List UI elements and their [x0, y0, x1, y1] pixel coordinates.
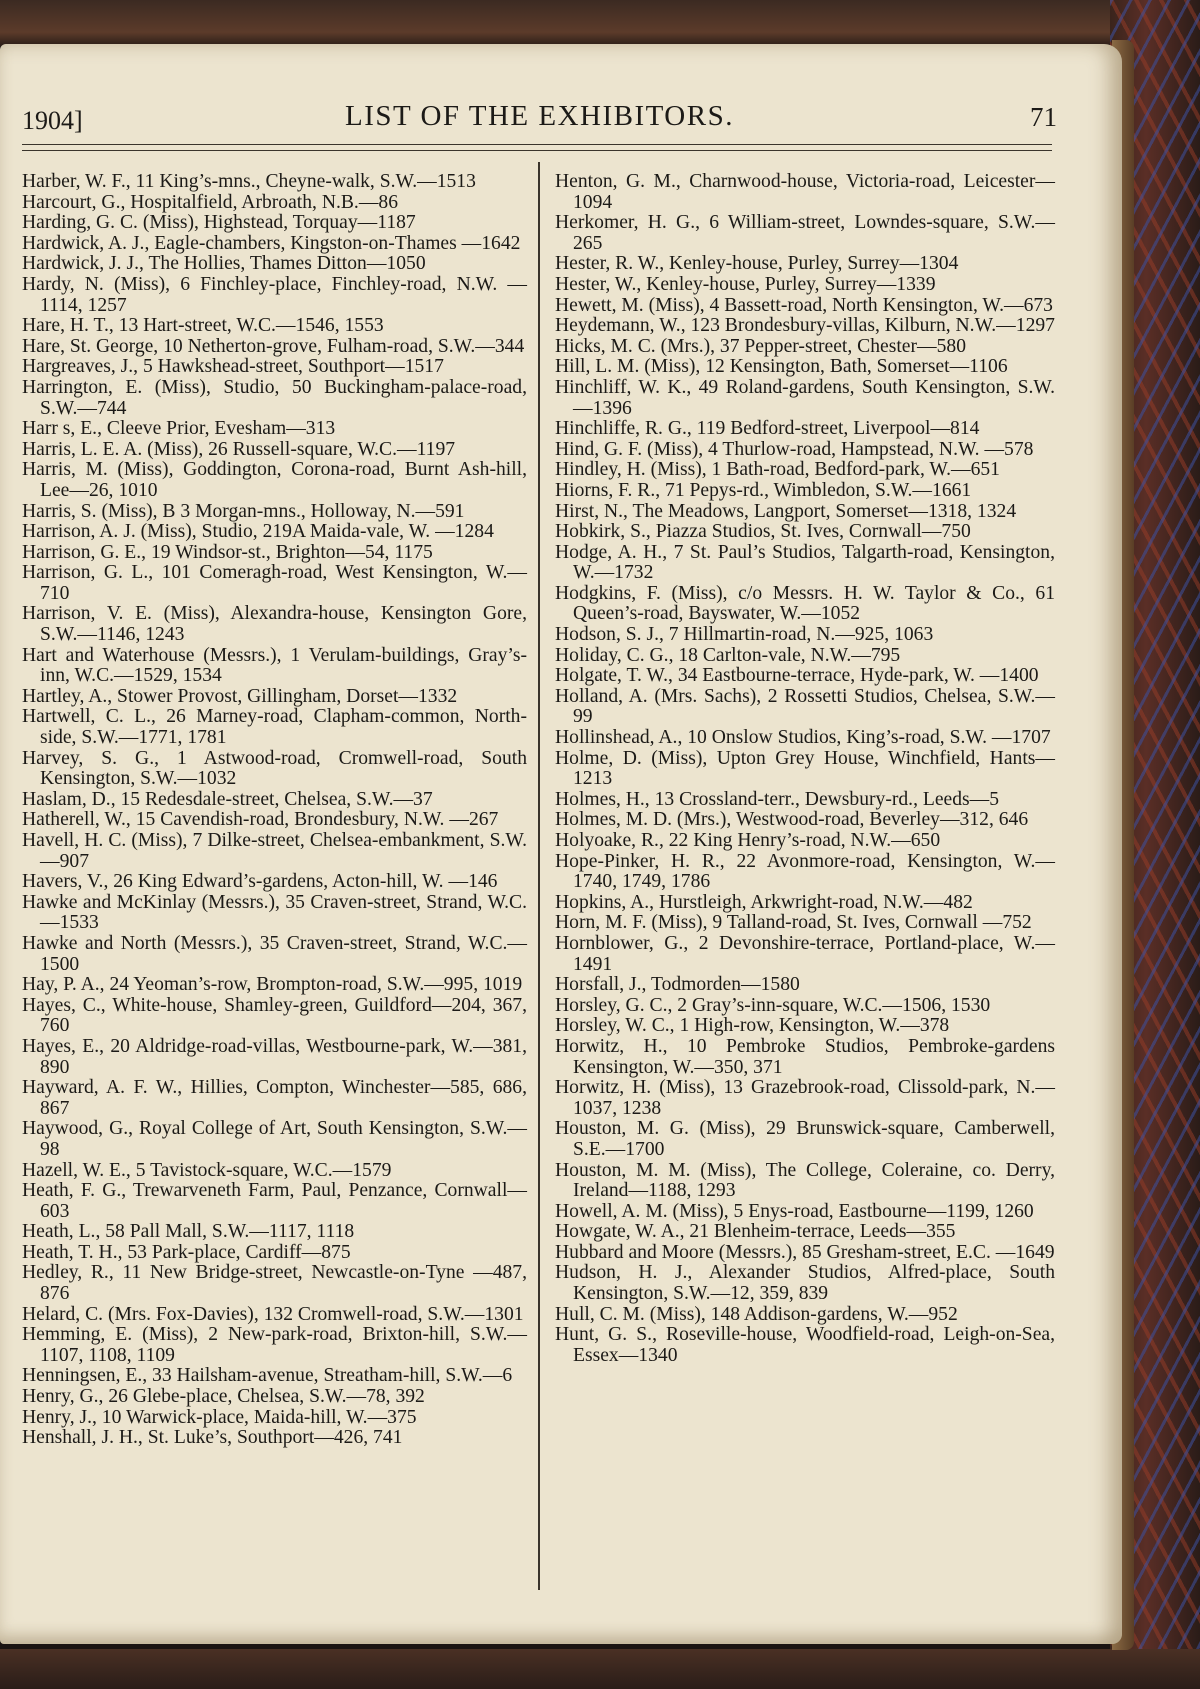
exhibitor-entry: Hull, C. M. (Miss), 148 Addison-gardens, W.—952 — [555, 1303, 958, 1325]
exhibitor-entry: Hornblower, G., 2 Devonshire-terrace, Portland-place, W.—1491 — [555, 932, 1055, 975]
exhibitor-entry: Hester, W., Kenley-house, Purley, Surrey—1339 — [555, 273, 936, 295]
exhibitor-entry: Hunt, G. S., Roseville-house, Woodfield-road, Leigh-on-Sea, Essex—1340 — [555, 1324, 1055, 1366]
right-column — [555, 172, 1055, 1366]
exhibitor-entry: Hewett, M. (Miss), 4 Bassett-road, North Kensington, W.—673 — [555, 294, 1053, 316]
exhibitor-entry: Hopkins, A., Hurstleigh, Arkwright-road, N.W.—482 — [555, 891, 973, 913]
header-rule — [22, 144, 1052, 151]
left-column — [22, 172, 527, 1449]
exhibitor-entry: Hudson, H. J., Alexander Studios, Alfred-place, South Kensington, S.W.—12, 359, 839 — [555, 1262, 1055, 1305]
exhibitor-entry: Hardy, N. (Miss), 6 Finchley-place, Finchley-road, N.W. —1114, 1257 — [22, 273, 527, 316]
exhibitor-entry: Hodge, A. H., 7 St. Paul’s Studios, Talgarth-road, Kensington, W.—1732 — [555, 541, 1055, 584]
exhibitor-entry: Harrington, E. (Miss), Studio, 50 Buckingham-palace-road, S.W.—744 — [22, 376, 527, 419]
exhibitor-entry: Hinchliffe, R. G., 119 Bedford-street, Liverpool—814 — [555, 418, 980, 440]
exhibitor-entry: Hawke and McKinlay (Messrs.), 35 Craven-street, Strand, W.C.—1533 — [22, 891, 527, 934]
exhibitor-entry: Holgate, T. W., 34 Eastbourne-terrace, Hyde-park, W. —1400 — [555, 665, 1039, 687]
exhibitor-entry: Hollinshead, A., 10 Onslow Studios, King’s-road, S.W. —1707 — [555, 727, 1051, 749]
page-header — [22, 100, 1057, 142]
exhibitor-entry: Harvey, S. G., 1 Astwood-road, Cromwell-road, South Kensington, S.W.—1032 — [22, 747, 527, 790]
exhibitor-entry: Houston, M. G. (Miss), 29 Brunswick-square, Camberwell, S.E.—1700 — [555, 1118, 1055, 1160]
exhibitor-entry: Hirst, N., The Meadows, Langport, Somerset—1318, 1324 — [555, 500, 1017, 522]
exhibitor-entry: Hardwick, J. J., The Hollies, Thames Ditton—1050 — [22, 253, 426, 275]
exhibitor-entry: Horwitz, H., 10 Pembroke Studios, Pembroke-gardens Kensington, W.—350, 371 — [555, 1035, 1055, 1078]
exhibitor-entry: Hind, G. F. (Miss), 4 Thurlow-road, Hampstead, N.W. —578 — [555, 438, 1034, 460]
exhibitor-entry: Harcourt, G., Hospitalfield, Arbroath, N.B.—86 — [22, 191, 399, 213]
exhibitor-entry: Hazell, W. E., 5 Tavistock-square, W.C.—1579 — [22, 1159, 392, 1181]
exhibitor-entry: Holiday, C. G., 18 Carlton-vale, N.W.—795 — [555, 644, 901, 666]
exhibitor-entry: Heath, T. H., 53 Park-place, Cardiff—875 — [22, 1241, 351, 1263]
exhibitor-entry: Horwitz, H. (Miss), 13 Grazebrook-road, Clissold-park, N.—1037, 1238 — [555, 1077, 1055, 1119]
exhibitor-entry: Henshall, J. H., St. Luke’s, Southport—426, 741 — [22, 1427, 403, 1449]
exhibitor-entry: Harrison, G. E., 19 Windsor-st., Brighton—54, 1175 — [22, 541, 433, 563]
exhibitor-entry: Holme, D. (Miss), Upton Grey House, Winchfield, Hants—1213 — [555, 747, 1055, 790]
exhibitor-entry: Harris, S. (Miss), B 3 Morgan-mns., Holloway, N.—591 — [22, 500, 465, 522]
exhibitor-entry: Herkomer, H. G., 6 William-street, Lowndes-square, S.W.—265 — [555, 212, 1055, 254]
exhibitor-entry: Heydemann, W., 123 Brondesbury-villas, Kilburn, N.W.—1297 — [555, 315, 1055, 337]
exhibitor-entry: Howgate, W. A., 21 Blenheim-terrace, Leeds—355 — [555, 1221, 956, 1243]
exhibitor-entry: Hedley, R., 11 New Bridge-street, Newcastle-on-Tyne —487, 876 — [22, 1262, 527, 1305]
exhibitor-entry: Horsley, G. C., 2 Gray’s-inn-square, W.C.—1506, 1530 — [555, 994, 991, 1016]
exhibitor-entry: Horsfall, J., Todmorden—1580 — [555, 974, 800, 996]
exhibitor-entry: Hart and Waterhouse (Messrs.), 1 Verulam-buildings, Gray’s-inn, W.C.—1529, 1534 — [22, 644, 527, 687]
exhibitor-entry: Hare, H. T., 13 Hart-street, W.C.—1546, 1553 — [22, 315, 384, 337]
exhibitor-entry: Hubbard and Moore (Messrs.), 85 Gresham-street, E.C. —1649 — [555, 1241, 1055, 1263]
exhibitor-entry: Hicks, M. C. (Mrs.), 37 Pepper-street, Chester—580 — [555, 335, 967, 357]
exhibitor-entry: Harr s, E., Cleeve Prior, Evesham—313 — [22, 418, 336, 440]
exhibitor-entry: Henningsen, E., 33 Hailsham-avenue, Streatham-hill, S.W.—6 — [22, 1365, 513, 1387]
exhibitor-entry: Harrison, G. L., 101 Comeragh-road, West Kensington, W.—710 — [22, 562, 527, 604]
book-bottom-edge — [0, 1649, 1200, 1689]
exhibitor-entry: Hayward, A. F. W., Hillies, Compton, Winchester—585, 686, 867 — [22, 1077, 527, 1119]
page-title: LIST OF THE EXHIBITORS. — [345, 100, 734, 132]
exhibitor-entry: Hartley, A., Stower Provost, Gillingham, Dorset—1332 — [22, 685, 458, 707]
column-divider — [538, 162, 540, 1590]
exhibitor-entry: Holmes, H., 13 Crossland-terr., Dewsbury-rd., Leeds—5 — [555, 788, 1000, 810]
exhibitor-entry: Haslam, D., 15 Redesdale-street, Chelsea, S.W.—37 — [22, 788, 433, 810]
exhibitor-entry: Hartwell, C. L., 26 Marney-road, Clapham-common, North-side, S.W.—1771, 1781 — [22, 706, 527, 749]
book-top-edge — [0, 0, 1200, 46]
exhibitor-entry: Heath, F. G., Trewarveneth Farm, Paul, Penzance, Cornwall—603 — [22, 1180, 527, 1222]
exhibitor-entry: Hill, L. M. (Miss), 12 Kensington, Bath, Somerset—1106 — [555, 356, 1008, 378]
exhibitor-entry: Havers, V., 26 King Edward’s-gardens, Acton-hill, W. —146 — [22, 871, 498, 893]
header-year: 1904] — [22, 106, 83, 135]
exhibitor-entry: Horn, M. F. (Miss), 9 Talland-road, St. Ives, Cornwall —752 — [555, 912, 1032, 934]
exhibitor-entry: Holyoake, R., 22 King Henry’s-road, N.W.—650 — [555, 830, 941, 851]
exhibitor-entry: Howell, A. M. (Miss), 5 Enys-road, Eastbourne—1199, 1260 — [555, 1200, 1034, 1222]
exhibitor-entry: Houston, M. M. (Miss), The College, Coleraine, co. Derry, Ireland—1188, 1293 — [555, 1159, 1055, 1202]
exhibitor-entry: Hindley, H. (Miss), 1 Bath-road, Bedford-park, W.—651 — [555, 459, 1000, 481]
exhibitor-entry: Hargreaves, J., 5 Hawkshead-street, Southport—1517 — [22, 356, 444, 378]
exhibitor-entry: Helard, C. (Mrs. Fox-Davies), 132 Cromwell-road, S.W.—1301 — [22, 1303, 524, 1325]
exhibitor-entry: Hemming, E. (Miss), 2 New-park-road, Brixton-hill, S.W.—1107, 1108, 1109 — [22, 1324, 527, 1366]
exhibitor-entry: Harris, L. E. A. (Miss), 26 Russell-square, W.C.—1197 — [22, 438, 456, 460]
exhibitor-entry: Hare, St. George, 10 Netherton-grove, Fulham-road, S.W.—344 — [22, 335, 525, 357]
exhibitor-entry: Hardwick, A. J., Eagle-chambers, Kingston-on-Thames —1642 — [22, 232, 521, 254]
exhibitor-entry: Haywood, G., Royal College of Art, South Kensington, S.W.—98 — [22, 1118, 527, 1160]
exhibitor-entry: Hope-Pinker, H. R., 22 Avonmore-road, Kensington, W.—1740, 1749, 1786 — [555, 850, 1055, 893]
exhibitor-entry: Heath, L., 58 Pall Mall, S.W.—1117, 1118 — [22, 1221, 355, 1243]
exhibitor-entry: Henry, G., 26 Glebe-place, Chelsea, S.W.—78, 392 — [22, 1386, 425, 1408]
exhibitor-entry: Henry, J., 10 Warwick-place, Maida-hill, W.—375 — [22, 1406, 417, 1428]
exhibitor-entry: Hatherell, W., 15 Cavendish-road, Brondesbury, N.W. —267 — [22, 809, 499, 831]
exhibitor-entry: Henton, G. M., Charnwood-house, Victoria-road, Leicester—1094 — [555, 171, 1055, 213]
exhibitor-entry: Hayes, C., White-house, Shamley-green, Guildford—204, 367, 760 — [22, 994, 527, 1037]
exhibitor-entry: Harding, G. C. (Miss), Highstead, Torquay—1187 — [22, 212, 416, 234]
exhibitor-entry: Hester, R. W., Kenley-house, Purley, Surrey—1304 — [555, 253, 959, 275]
exhibitor-entry: Hayes, E., 20 Aldridge-road-villas, Westbourne-park, W.—381, 890 — [22, 1035, 527, 1078]
page-number: 71 — [1030, 102, 1057, 132]
exhibitor-entry: Havell, H. C. (Miss), 7 Dilke-street, Chelsea-embankment, S.W.—907 — [22, 830, 527, 872]
exhibitor-entry: Hinchliff, W. K., 49 Roland-gardens, South Kensington, S.W.—1396 — [555, 376, 1055, 419]
exhibitor-entry: Harris, M. (Miss), Goddington, Corona-road, Burnt Ash-hill, Lee—26, 1010 — [22, 459, 527, 501]
exhibitor-entry: Hodson, S. J., 7 Hillmartin-road, N.—925, 1063 — [555, 624, 934, 646]
exhibitor-entry: Hodgkins, F. (Miss), c/o Messrs. H. W. Taylor & Co., 61 Queen’s-road, Bayswater, W.—1052 — [555, 582, 1055, 625]
exhibitor-entry: Harrison, A. J. (Miss), Studio, 219A Maida-vale, W. —1284 — [22, 521, 494, 543]
exhibitor-entry: Holmes, M. D. (Mrs.), Westwood-road, Beverley—312, 646 — [555, 809, 1029, 831]
exhibitor-entry: Horsley, W. C., 1 High-row, Kensington, W.—378 — [555, 1015, 950, 1037]
exhibitor-entry: Hiorns, F. R., 71 Pepys-rd., Wimbledon, S.W.—1661 — [555, 479, 972, 501]
exhibitor-entry: Harber, W. F., 11 King’s-mns., Cheyne-walk, S.W.—1513 — [22, 171, 476, 192]
exhibitor-entry: Hobkirk, S., Piazza Studios, St. Ives, Cornwall—750 — [555, 521, 971, 543]
exhibitor-entry: Holland, A. (Mrs. Sachs), 2 Rossetti Studios, Chelsea, S.W.—99 — [555, 685, 1055, 728]
exhibitor-entry: Hawke and North (Messrs.), 35 Craven-street, Strand, W.C.—1500 — [22, 932, 527, 975]
exhibitor-entry: Harrison, V. E. (Miss), Alexandra-house, Kensington Gore, S.W.—1146, 1243 — [22, 603, 527, 646]
exhibitor-entry: Hay, P. A., 24 Yeoman’s-row, Brompton-road, S.W.—995, 1019 — [22, 974, 523, 996]
